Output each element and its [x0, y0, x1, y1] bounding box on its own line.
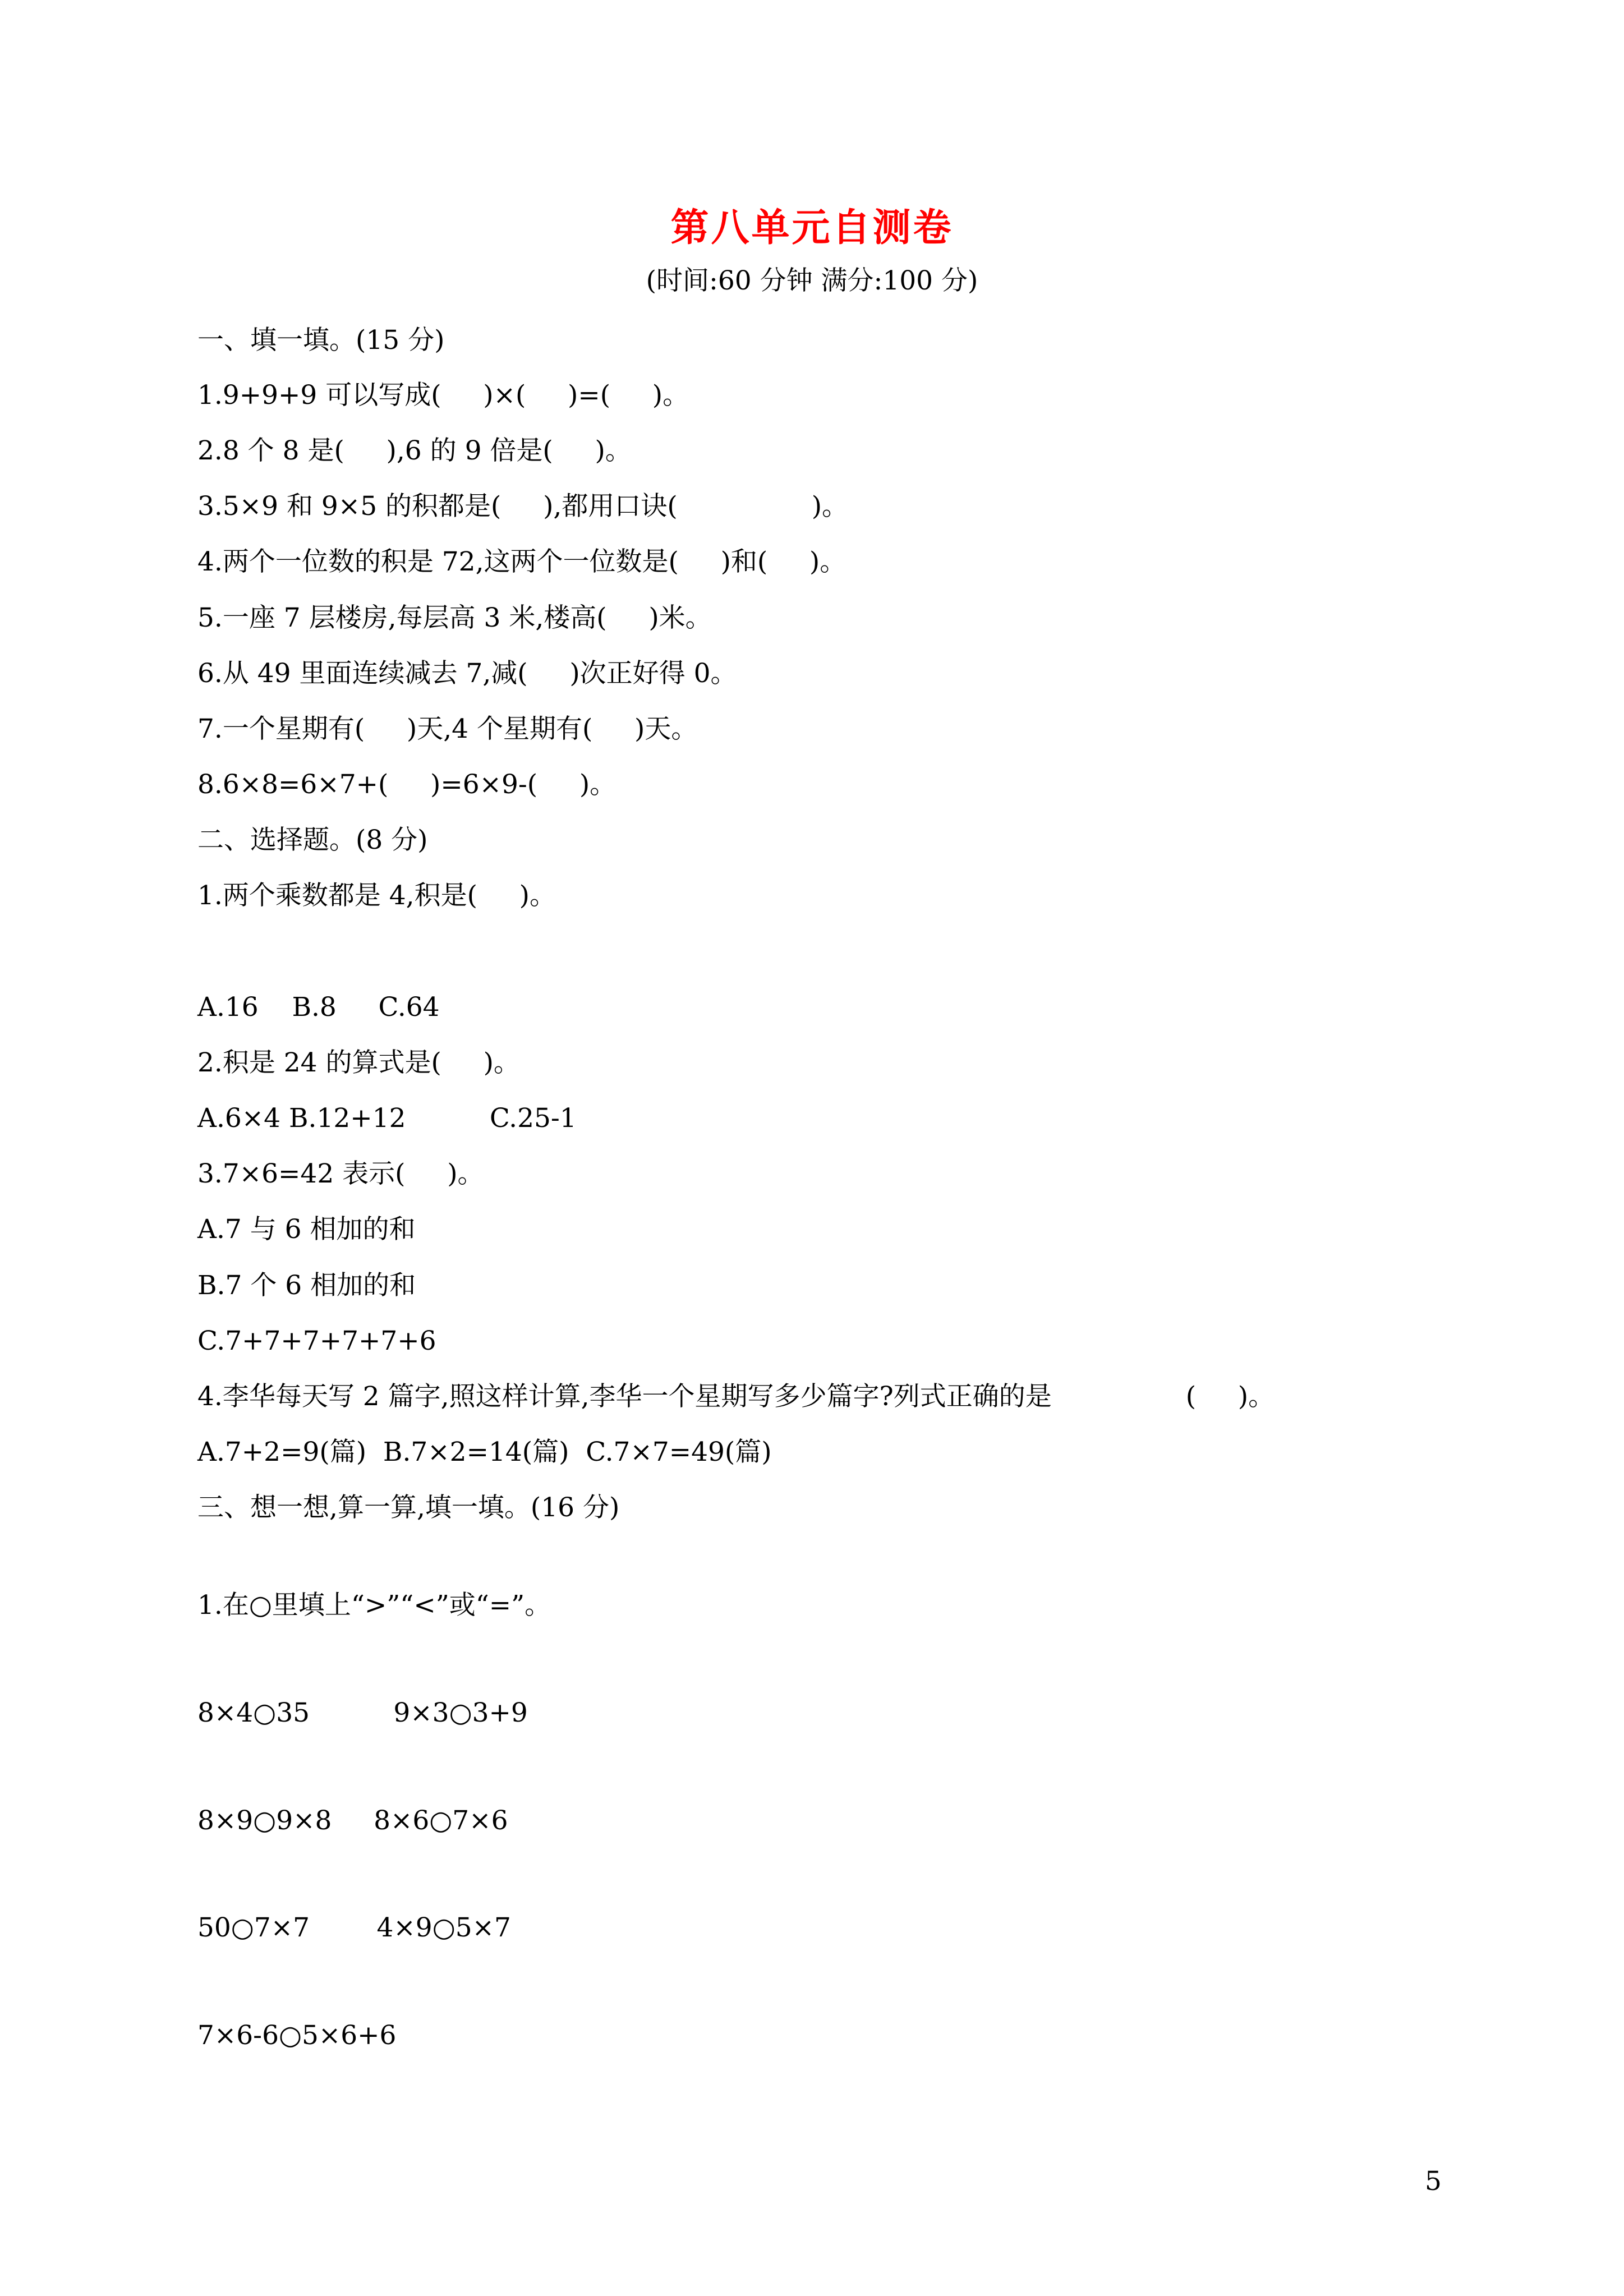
choice-question-4: 4.李华每天写 2 篇字,照这样计算,李华一个星期写多少篇字?列式正确的是 ( )。 — [197, 1381, 1275, 1412]
compare-row-2: 8×9○9×8 8×6○7×6 — [197, 1805, 508, 1836]
fill-question-2: 2.8 个 8 是( ),6 的 9 倍是( )。 — [197, 435, 632, 466]
page-title: 第八单元自测卷 — [670, 205, 954, 250]
exam-info: (时间:60 分钟 满分:100 分) — [646, 265, 978, 296]
fill-question-4: 4.两个一位数的积是 72,这两个一位数是( )和( )。 — [197, 546, 846, 577]
compare-row-4: 7×6-6○5×6+6 — [197, 2020, 397, 2051]
choice-question-3-option-c: C.7+7+7+7+7+6 — [197, 1326, 436, 1356]
choice-question-4-options: A.7+2=9(篇) B.7×2=14(篇) C.7×7=49(篇) — [197, 1437, 772, 1467]
section-3-heading: 三、想一想,算一算,填一填。(16 分) — [197, 1492, 620, 1523]
choice-question-3-option-a: A.7 与 6 相加的和 — [197, 1214, 416, 1245]
fill-question-3: 3.5×9 和 9×5 的积都是( ),都用口诀( )。 — [197, 491, 849, 522]
compare-instruction: 1.在○里填上“>”“<”或“=”。 — [197, 1590, 551, 1621]
fill-question-6: 6.从 49 里面连续减去 7,减( )次正好得 0。 — [197, 658, 737, 689]
fill-question-8: 8.6×8=6×7+( )=6×9-( )。 — [197, 769, 617, 800]
fill-question-7: 7.一个星期有( )天,4 个星期有( )天。 — [197, 714, 698, 744]
choice-question-1-options: A.16 B.8 C.64 — [197, 992, 440, 1023]
choice-question-3: 3.7×6=42 表示( )。 — [197, 1158, 484, 1189]
compare-row-3: 50○7×7 4×9○5×7 — [197, 1912, 511, 1943]
choice-question-2-options: A.6×4 B.12+12 C.25-1 — [197, 1103, 577, 1134]
page-number: 5 — [1425, 2166, 1442, 2197]
choice-question-2: 2.积是 24 的算式是( )。 — [197, 1047, 520, 1078]
choice-question-1: 1.两个乘数都是 4,积是( )。 — [197, 880, 556, 911]
fill-question-1: 1.9+9+9 可以写成( )×( )=( )。 — [197, 380, 689, 411]
compare-row-1: 8×4○35 9×3○3+9 — [197, 1697, 528, 1728]
fill-question-5: 5.一座 7 层楼房,每层高 3 米,楼高( )米。 — [197, 602, 712, 633]
section-2-heading: 二、选择题。(8 分) — [197, 825, 428, 855]
choice-question-3-option-b: B.7 个 6 相加的和 — [197, 1270, 416, 1301]
section-1-heading: 一、填一填。(15 分) — [197, 325, 445, 356]
